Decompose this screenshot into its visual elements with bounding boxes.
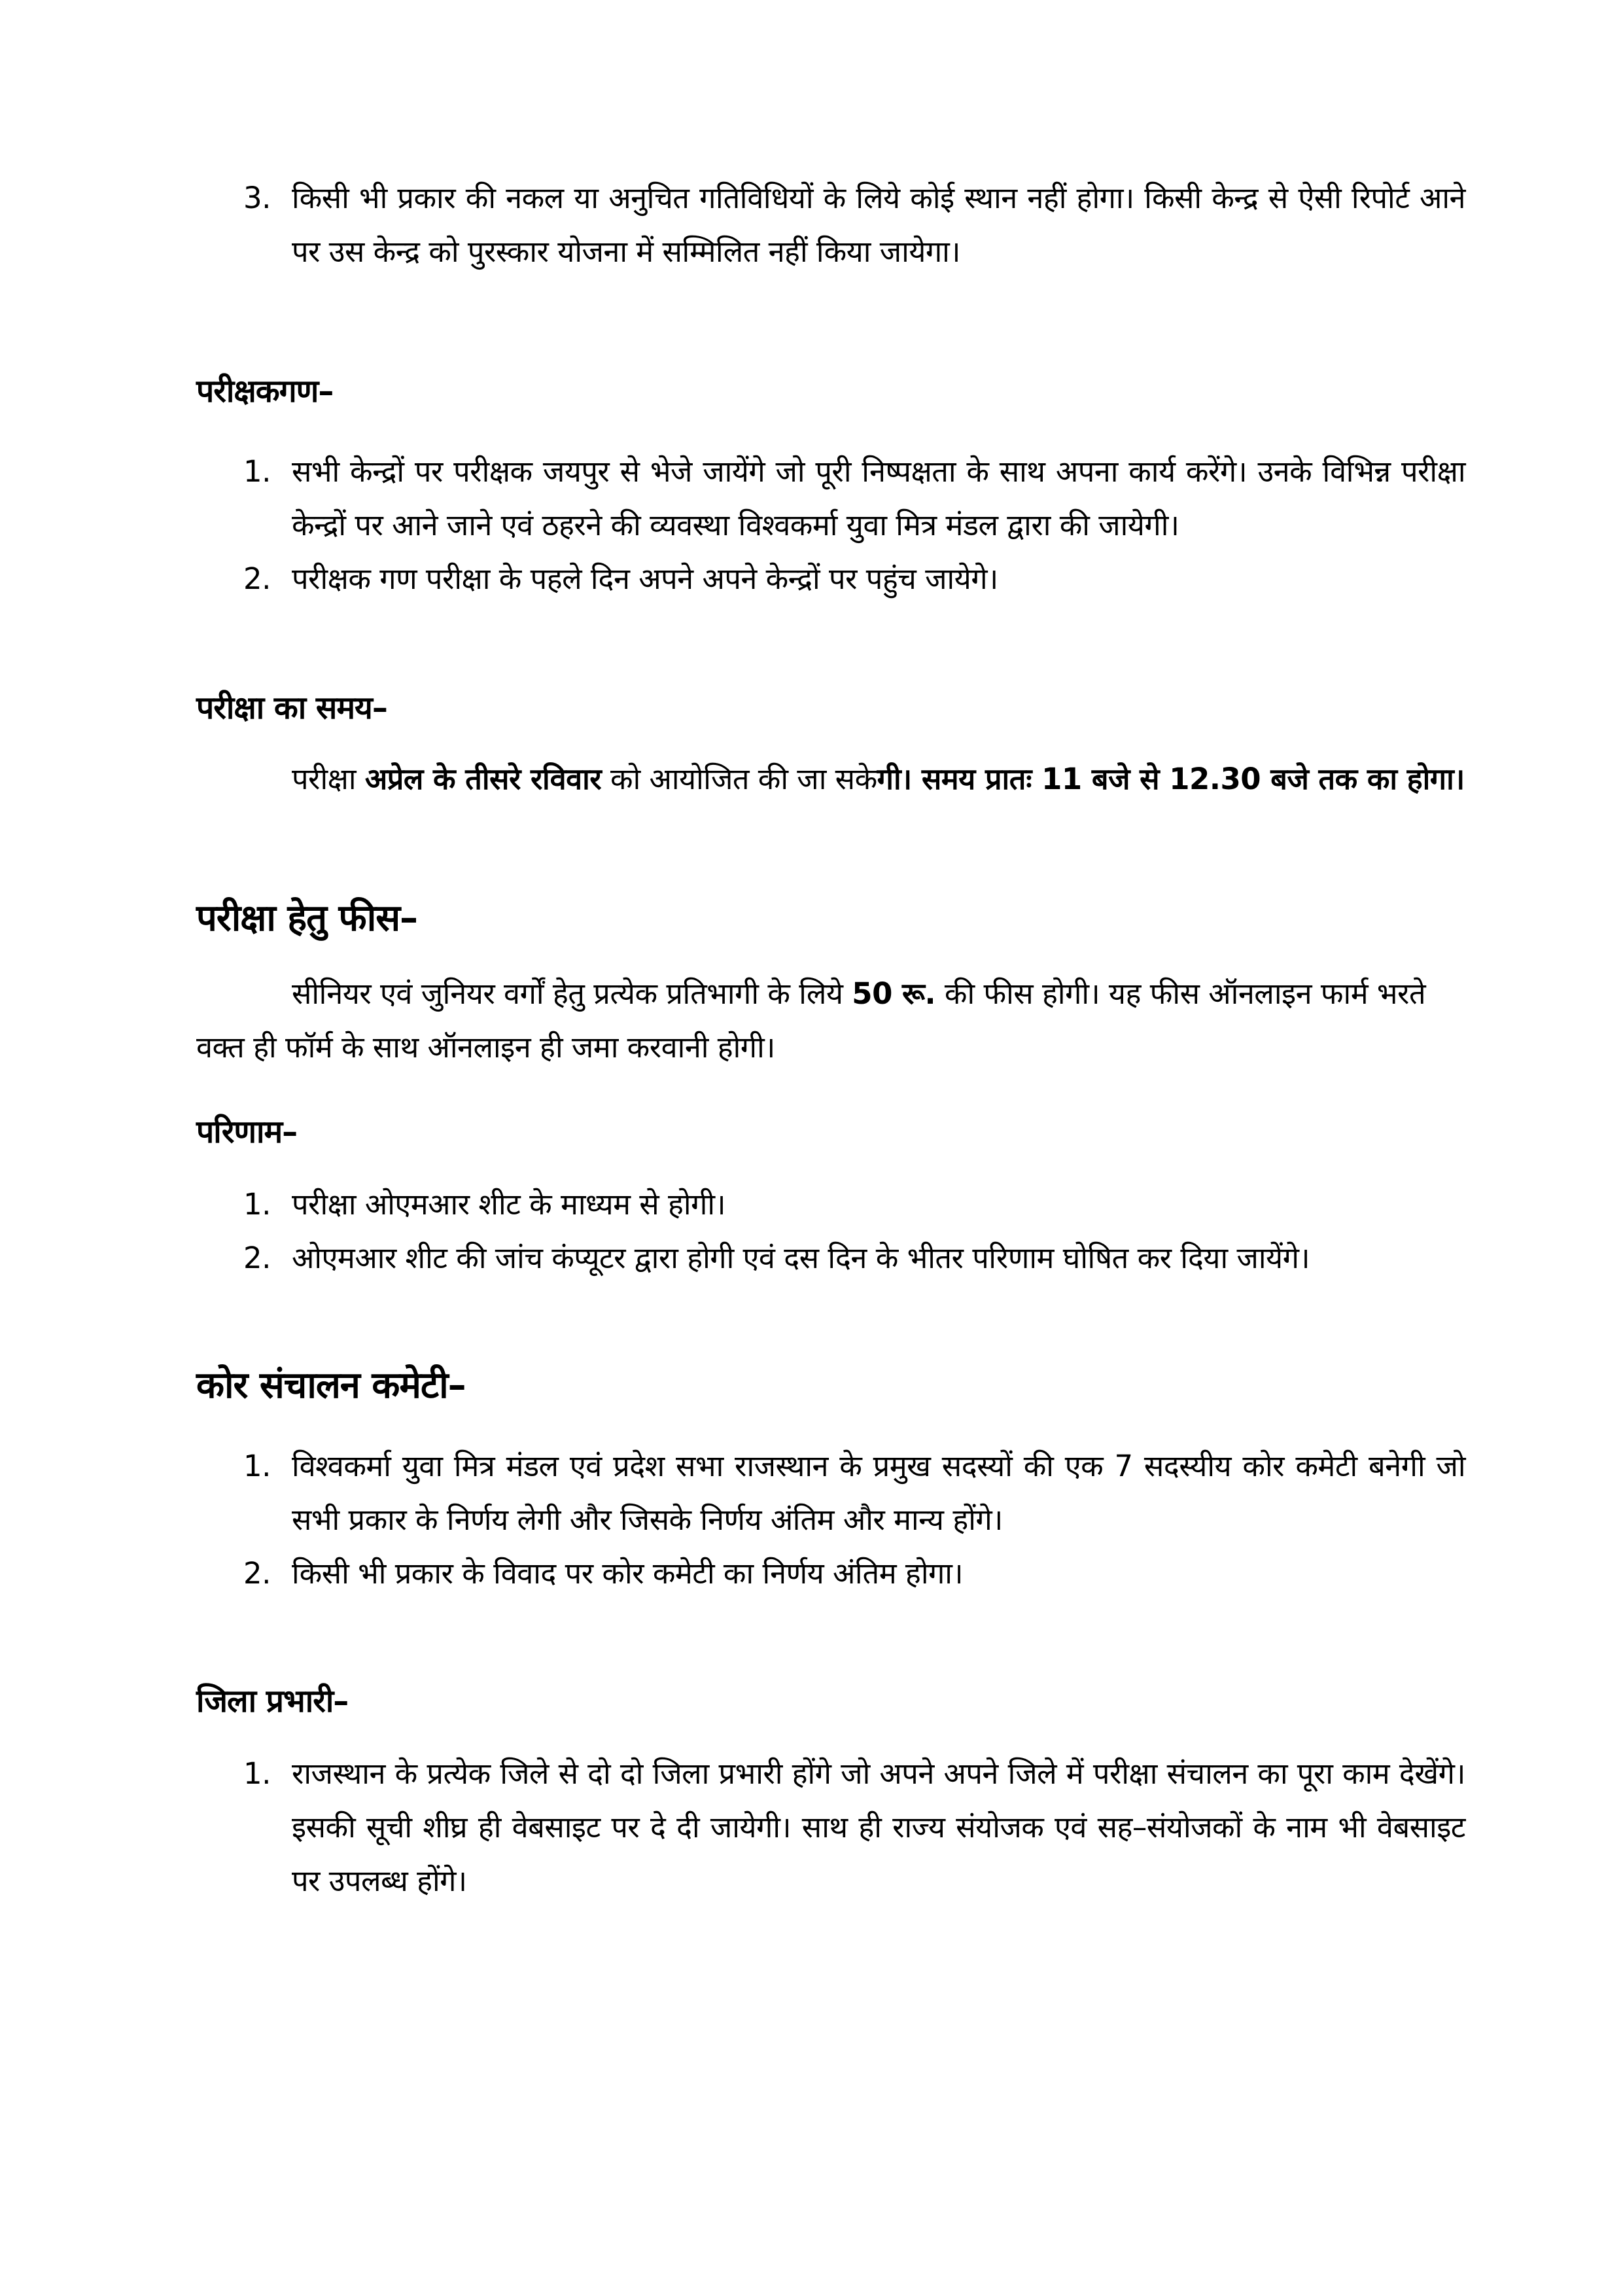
list-item [196,1439,1465,1547]
list-item [196,1547,1465,1600]
heading-exam-time: परीक्षा का समय– [196,690,387,726]
list-number: 1. [243,454,271,489]
bold-run: 50 रू. [852,976,936,1011]
list-text: परीक्षक गण परीक्षा के पहले दिन अपने अपने केन्द्रों पर पहुंच जायेगे। [292,561,998,596]
list-item [196,1231,1465,1285]
list-number: 1. [243,1756,271,1791]
text-run: की फीस होगी। यह फीस ऑनलाइन फार्म भरते वक्त ही फॉर्म के साथ ऑनलाइन ही जमा करवानी होगी। [196,976,1426,1065]
list-text: राजस्थान के प्रत्येक जिले से दो दो जिला प्रभारी होंगे जो अपने अपने जिले में परीक्षा संचालन का पूरा काम देखेंगे। इसकी सूची शीघ्र ही वेबसाइट पर दे दी जायेगी। साथ ही राज्य संयोजक एवं सह–संयोजकों के नाम भी वेबसाइट पर उपलब्ध होंगे। [292,1756,1465,1898]
heading-district-incharge: जिला प्रभारी– [196,1683,349,1720]
list-number: 3. [243,181,271,215]
list-text: विश्वकर्मा युवा मित्र मंडल एवं प्रदेश सभा राजस्थान के प्रमुख सदस्यों की एक 7 सदस्यीय कोर कमेटी बनेगी जो सभी प्रकार के निर्णय लेगी और जिसके निर्णय अंतिम और मान्य होंगे। [292,1449,1465,1537]
examiners-list [196,445,1465,606]
bold-run: अप्रेल के तीसरे रविवार [364,762,602,796]
paragraph [196,752,1465,806]
list-item [196,445,1465,552]
list-text: किसी भी प्रकार की नकल या अनुचित गतिविधियों के लिये कोई स्थान नहीं होगा। किसी केन्द्र से ऐसी रिपोर्ट आने पर उस केन्द्र को पुरस्कार योजना में सम्मिलित नहीं किया जायेगा। [292,181,1465,269]
bold-run: गी। समय प्रातः 11 बजे से 12.30 बजे तक का होगा। [877,762,1465,796]
list-number: 2. [243,1556,271,1591]
list-item [196,171,1465,279]
list-text: परीक्षा ओएमआर शीट के माध्यम से होगी। [292,1187,726,1222]
text-run: परीक्षा [292,762,365,796]
heading-examiners: परीक्षकगण– [196,373,334,410]
list-number: 2. [243,1241,271,1275]
core-committee-list [196,1439,1465,1600]
list-number: 2. [243,561,271,596]
exam-fee-paragraph [196,967,1465,1074]
paragraph [196,967,1465,1074]
intro-list [196,171,1465,279]
text-run: सीनियर एवं जुनियर वर्गों हेतु प्रत्येक प्रतिभागी के लिये [292,976,852,1011]
list-text: ओएमआर शीट की जांच कंप्यूटर द्वारा होगी एवं दस दिन के भीतर परिणाम घोषित कर दिया जायेंगे। [292,1241,1310,1275]
list-item [196,1178,1465,1231]
district-incharge-list [196,1747,1465,1908]
text-run: को आयोजित की जा सके [601,762,877,796]
exam-time-paragraph [196,752,1465,806]
list-number: 1. [243,1449,271,1483]
heading-result: परिणाम– [196,1114,298,1150]
list-item [196,1747,1465,1908]
heading-exam-fee: परीक्षा हेतु फीस– [196,897,418,940]
heading-core-committee: कोर संचालन कमेटी– [196,1364,466,1407]
list-number: 1. [243,1187,271,1222]
list-text: सभी केन्द्रों पर परीक्षक जयपुर से भेजे जायेंगे जो पूरी निष्पक्षता के साथ अपना कार्य करेंगे। उनके विभिन्न परीक्षा केन्द्रों पर आने जाने एवं ठहरने की व्यवस्था विश्वकर्मा युवा मित्र मंडल द्वारा की जायेगी। [292,454,1465,542]
result-list [196,1178,1465,1285]
list-text: किसी भी प्रकार के विवाद पर कोर कमेटी का निर्णय अंतिम होगा। [292,1556,964,1591]
list-item [196,552,1465,606]
